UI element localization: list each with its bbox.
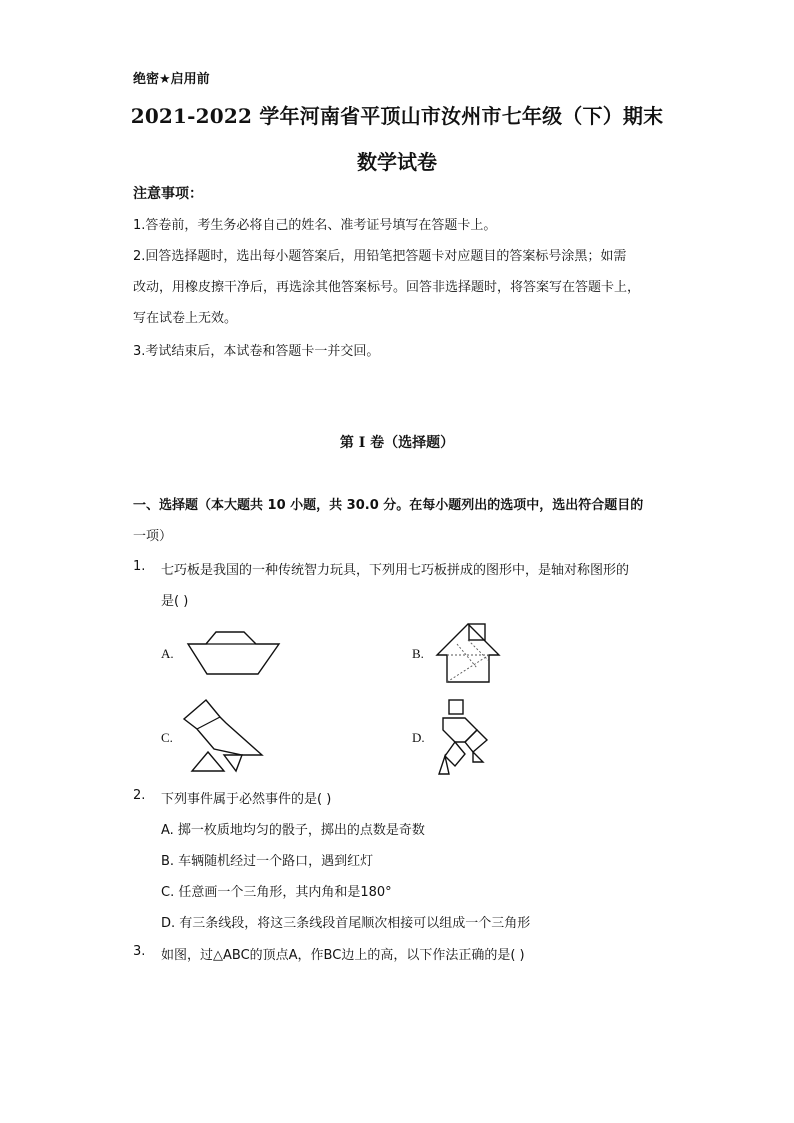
question-2-option-a[interactable]: A. 掷一枚质地均匀的骰子，掷出的点数是奇数 xyxy=(161,823,425,838)
question-1-option-d-label[interactable]: D. xyxy=(412,730,425,745)
part-description-line2: 一项） xyxy=(133,529,173,544)
question-2-option-d[interactable]: D. 有三条线段，将这三条线段首尾顺次相接可以组成一个三角形 xyxy=(161,916,531,931)
tangram-boat-figure xyxy=(186,631,282,677)
question-1-text-line2: 是( ) xyxy=(161,594,189,609)
question-1-option-c-label[interactable]: C. xyxy=(161,730,173,745)
confidential-label: 绝密★启用前 xyxy=(133,72,210,87)
part-heading xyxy=(133,494,643,513)
page-title-line2: 数学试卷 xyxy=(357,150,437,174)
question-3-text: 如图，过△ABC的顶点A，作BC边上的高，以下作法正确的是( ) xyxy=(161,948,525,963)
section-title: 第 I 卷（选择题） xyxy=(339,435,455,451)
question-2-option-c[interactable]: C. 任意画一个三角形，其内角和是180° xyxy=(161,885,392,900)
part-description-line1: （本大题共 10 小题，共 30.0 分。在每小题列出的选项中，选出符合题目的 xyxy=(198,498,644,513)
tangram-bird-figure xyxy=(180,699,264,773)
page-title-line1: 2021-2022 学年河南省平顶山市汝州市七年级（下）期末 xyxy=(130,104,664,128)
tangram-figure-d xyxy=(437,696,489,776)
question-2-text: 下列事件属于必然事件的是( ) xyxy=(161,792,332,807)
question-1-text-line1: 七巧板是我国的一种传统智力玩具，下列用七巧板拼成的图形中，是轴对称图形的 xyxy=(161,563,630,578)
tangram-house-figure xyxy=(437,622,505,684)
question-1-option-b-label[interactable]: B. xyxy=(412,646,424,661)
question-2-option-b[interactable]: B. 车辆随机经过一个路口，遇到红灯 xyxy=(161,854,374,869)
question-2-number: 2. xyxy=(133,788,146,803)
part-label: 一、选择题 xyxy=(133,498,199,513)
notice-item-1: 1.答卷前，考生务必将自己的姓名、准考证号填写在答题卡上。 xyxy=(133,218,497,233)
notice-item-3: 3.考试结束后，本试卷和答题卡一并交回。 xyxy=(133,344,380,359)
notice-heading: 注意事项： xyxy=(133,186,203,202)
question-1-number: 1. xyxy=(133,559,146,574)
question-3-number: 3. xyxy=(133,944,146,959)
notice-item-2-line1: 2.回答选择题时，选出每小题答案后，用铅笔把答题卡对应题目的答案标号涂黑；如需 xyxy=(133,249,627,264)
notice-item-2-line2: 改动，用橡皮擦干净后，再选涂其他答案标号。回答非选择题时，将答案写在答题卡上， xyxy=(133,280,641,295)
notice-item-2-line3: 写在试卷上无效。 xyxy=(133,311,238,326)
question-1-option-a-label[interactable]: A. xyxy=(161,646,174,661)
